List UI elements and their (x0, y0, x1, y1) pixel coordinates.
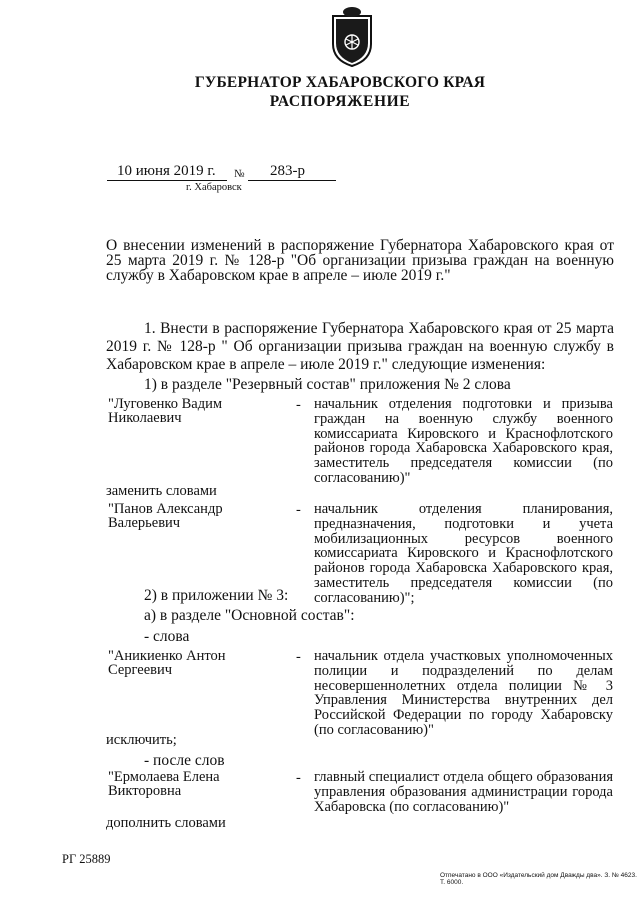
paragraph-1: 1. Внести в распоряжение Губернатора Хабаровского края от 25 марта 2019 г. № 128-р " Об организации призыва граждан на военную службу в Хабаровском крае в апреле – июле 2019 г." следующие изменения: (106, 320, 614, 373)
number-sign: № (234, 168, 245, 180)
document-type: РАСПОРЯЖЕНИЕ (269, 93, 411, 110)
entry-4-dash: - (296, 770, 301, 786)
entry-2-description: начальник отделения планирования, предназначения, подготовки и учета мобилизационных ресурсов военного комиссариата Кировского и Краснофлотского районов города Хабаровска Хабаровского края, заместитель председателя комиссии (по согласованию)"; (314, 501, 613, 606)
paragraph-2: 2) в приложении № 3: (144, 587, 289, 604)
entry-4-description: главный специалист отдела общего образования управления образования администрации города Хабаровска (по согласованию)" (314, 769, 613, 815)
issuer-title: ГУБЕРНАТОР ХАБАРОВСКОГО КРАЯ (194, 74, 486, 91)
words-label: - слова (144, 628, 190, 645)
paragraph-2-a: а) в разделе "Основной состав": (144, 607, 355, 624)
entry-3-dash: - (296, 649, 301, 665)
entry-1-name: "Луговенко Вадим Николаевич (108, 396, 223, 426)
entry-1-description: начальник отделения подготовки и призыва граждан на военную службу военного комиссариата Кировского и Краснофлотского районов города Хабаровска Хабаровского края, заместитель председателя комиссии (по согласованию)" (314, 396, 613, 486)
entry-3-name: "Аникиенко Антон Сергеевич (108, 648, 226, 678)
coat-of-arms-emblem (329, 6, 375, 68)
entry-1-dash: - (296, 397, 301, 413)
printer-imprint: Отпечатано в ООО «Издательский дом Дважды два». З. № 4623. Т. 6000. (440, 872, 637, 886)
series-number: РГ 25889 (62, 852, 111, 866)
date-underline (107, 180, 227, 181)
number-underline (248, 180, 336, 181)
entry-2-name: "Панов Александр Валерьевич (108, 501, 223, 531)
exclude-text: исключить; (106, 732, 177, 748)
paragraph-1-1: 1) в разделе "Резервный состав" приложения № 2 слова (144, 376, 511, 393)
document-date: 10 июня 2019 г. (117, 163, 216, 179)
entry-2-dash: - (296, 502, 301, 518)
document-subject: О внесении изменений в распоряжение Губернатора Хабаровского края от 25 марта 2019 г. № 128-р "Об организации призыва граждан на военную службу в Хабаровском крае в апреле – июле 2019 г." (106, 237, 614, 284)
document-number: 283-р (270, 163, 305, 179)
replace-with-text: заменить словами (106, 483, 217, 499)
after-words-label: - после слов (144, 752, 225, 769)
document-city: г. Хабаровск (186, 182, 242, 193)
entry-3-description: начальник отдела участковых уполномоченных полиции и подразделений по делам несовершеннолетних отдела полиции № 3 Управления Министерства внутренних дел Российской Федерации по городу Хабаровску (по согласованию)" (314, 648, 613, 738)
entry-4-name: "Ермолаева Елена Викторовна (108, 769, 220, 799)
add-words-text: дополнить словами (106, 815, 226, 831)
